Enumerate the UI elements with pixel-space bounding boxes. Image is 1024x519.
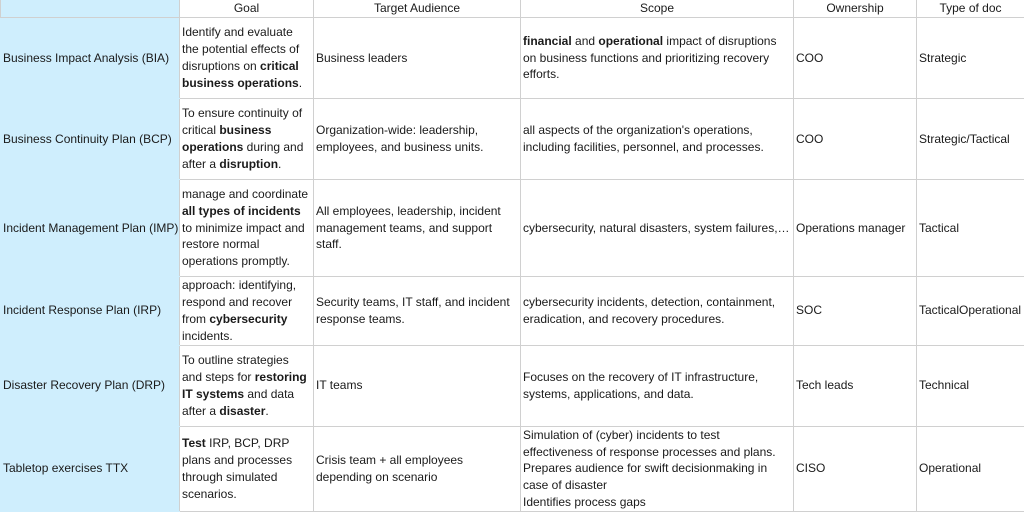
- table-row: [1, 426, 1024, 512]
- table-row: [1, 277, 1024, 346]
- emphasis-text: Test: [182, 436, 206, 451]
- ownership-cell[interactable]: COO: [794, 18, 917, 99]
- header-goal: Goal: [180, 0, 314, 18]
- scope-cell[interactable]: cybersecurity incidents, detection, containment, eradication, and recovery procedures.: [521, 277, 794, 346]
- table-row: [1, 180, 1024, 277]
- header-ownership: Ownership: [794, 0, 917, 18]
- emphasis-text: restoring IT systems: [182, 369, 307, 401]
- goal-cell[interactable]: Identify and evaluate the potential effects of disruptions on critical business operations.: [180, 18, 314, 99]
- goal-cell[interactable]: Test IRP, BCP, DRP plans and processes through simulated scenarios.: [180, 426, 314, 512]
- audience-cell[interactable]: Crisis team + all employees depending on scenario: [314, 426, 521, 512]
- ownership-cell[interactable]: COO: [794, 99, 917, 180]
- goal-cell[interactable]: To ensure continuity of critical business operations during and after a disruption.: [180, 99, 314, 180]
- audience-cell[interactable]: Security teams, IT staff, and incident response teams.: [314, 277, 521, 346]
- audience-cell[interactable]: IT teams: [314, 345, 521, 426]
- type-cell[interactable]: Strategic/Tactical: [917, 99, 1024, 180]
- emphasis-text: all types of incidents: [182, 203, 301, 218]
- row-header-cell[interactable]: Incident Response Plan (IRP): [1, 277, 180, 346]
- row-header-cell[interactable]: Disaster Recovery Plan (DRP): [1, 345, 180, 426]
- emphasis-text: financial: [523, 33, 572, 48]
- ownership-cell[interactable]: Operations manager: [794, 180, 917, 277]
- corner-header: [1, 0, 180, 18]
- table-row: [1, 99, 1024, 180]
- table-row: [1, 345, 1024, 426]
- type-cell[interactable]: Tactical: [917, 180, 1024, 277]
- emphasis-text: cybersecurity: [209, 311, 288, 326]
- type-cell[interactable]: Technical: [917, 345, 1024, 426]
- header-type-of-doc: Type of doc: [917, 0, 1024, 18]
- header-row: [1, 0, 1024, 18]
- scope-cell[interactable]: cybersecurity, natural disasters, system failures,…: [521, 180, 794, 277]
- audience-cell[interactable]: Business leaders: [314, 18, 521, 99]
- goal-cell[interactable]: To outline strategies and steps for restoring IT systems and data after a disaster.: [180, 345, 314, 426]
- ownership-cell[interactable]: SOC: [794, 277, 917, 346]
- emphasis-text: disaster: [219, 403, 266, 418]
- table-row: [1, 18, 1024, 99]
- scope-cell[interactable]: Focuses on the recovery of IT infrastructure, systems, applications, and data.: [521, 345, 794, 426]
- row-header-cell[interactable]: Incident Management Plan (IMP): [1, 180, 180, 277]
- emphasis-text: business operations: [182, 123, 272, 154]
- scope-cell[interactable]: Simulation of (cyber) incidents to test effectiveness of response processes and plans. Prepares audience for swift decisionmaking in case of disaster Identifies process gaps: [521, 426, 794, 512]
- scope-cell[interactable]: all aspects of the organization's operations, including facilities, personnel, and processes.: [521, 99, 794, 180]
- row-header-cell[interactable]: Business Continuity Plan (BCP): [1, 99, 180, 180]
- type-cell[interactable]: Strategic: [917, 18, 1024, 99]
- ownership-cell[interactable]: Tech leads: [794, 345, 917, 426]
- emphasis-text: critical business operations: [182, 59, 299, 90]
- type-cell[interactable]: Operational: [917, 426, 1024, 512]
- row-header-cell[interactable]: Business Impact Analysis (BIA): [1, 18, 180, 99]
- scope-cell[interactable]: financial and operational impact of disruptions on business functions and prioritizing recovery efforts.: [521, 18, 794, 99]
- row-header-cell[interactable]: Tabletop exercises TTX: [1, 426, 180, 512]
- goal-cell[interactable]: manage and coordinate all types of incidents to minimize impact and restore normal operations promptly.: [180, 180, 314, 277]
- emphasis-text: operational: [598, 33, 664, 48]
- header-target-audience: Target Audience: [314, 0, 521, 18]
- audience-cell[interactable]: All employees, leadership, incident management teams, and support staff.: [314, 180, 521, 277]
- header-scope: Scope: [521, 0, 794, 18]
- audience-cell[interactable]: Organization-wide: leadership, employees, and business units.: [314, 99, 521, 180]
- ownership-cell[interactable]: CISO: [794, 426, 917, 512]
- type-cell[interactable]: TacticalOperational: [917, 277, 1024, 346]
- emphasis-text: disruption: [219, 156, 279, 171]
- goal-cell[interactable]: approach: identifying, respond and recover from cybersecurity incidents.: [180, 277, 314, 346]
